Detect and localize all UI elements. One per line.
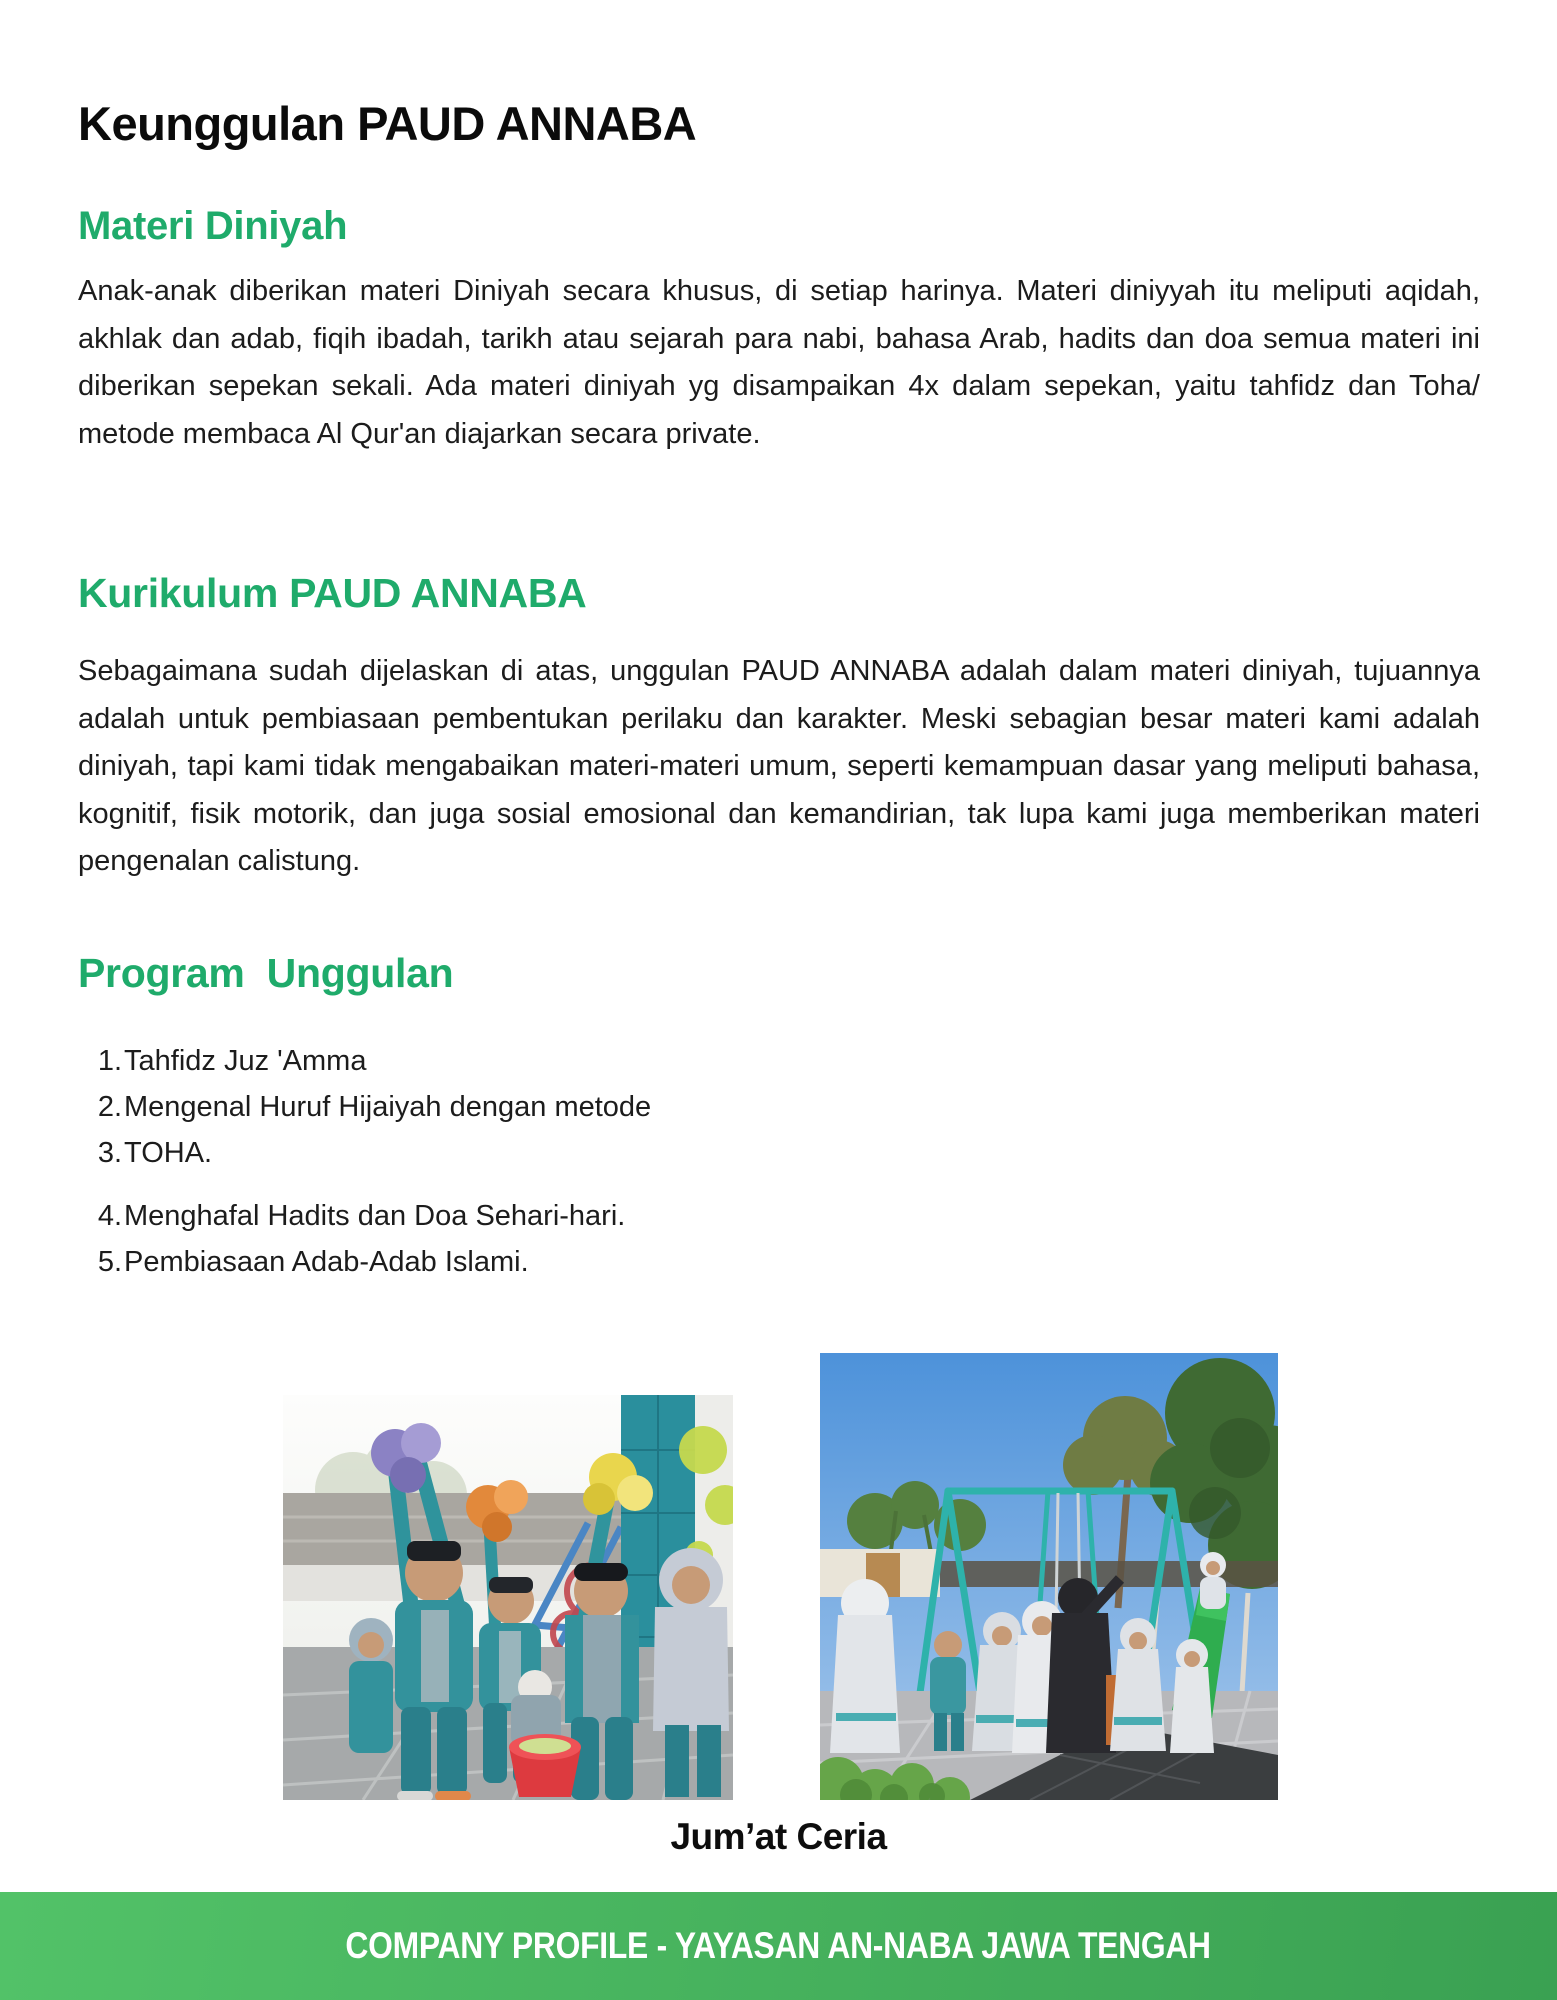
photo-caption: Jum’at Ceria (670, 1816, 887, 1857)
list-item-4 (84, 1193, 1384, 1239)
list-item-5 (84, 1239, 1384, 1285)
list-number: 5. (97, 1246, 122, 1278)
list-label: TOHA. (124, 1137, 213, 1169)
page-title: Keunggulan PAUD ANNABA (78, 97, 697, 150)
list-label: Mengenal Huruf Hijaiyah dengan metode (124, 1091, 652, 1123)
footer-bar (0, 1892, 1557, 2000)
list-label: Menghafal Hadits dan Doa Sehari-hari. (124, 1200, 626, 1232)
list-number: 2. (97, 1091, 122, 1123)
kurikulum-paragraph: Sebagaimana sudah dijelaskan di atas, unggulan PAUD ANNABA adalah dalam materi diniyah, tujuannya adalah untuk pembiasaan pembentukan perilaku dan karakter. Meski sebagian besar materi kami adalah diniyah, tapi kami tidak mengabaikan materi-materi umum, seperti kemampuan dasar yang meliputi bahasa, kognitif, fisik motorik, dan juga sosial emosional dan kemandirian, tak lupa kami juga memberikan materi pengenalan calistung. (78, 655, 1480, 877)
program-list (84, 1038, 1384, 1285)
section-heading-materi-diniyah: Materi Diniyah (78, 204, 348, 248)
list-item-1 (84, 1038, 1384, 1084)
photo-playground-swings (820, 1353, 1278, 1800)
materi-paragraph: Anak-anak diberikan materi Diniyah secara khusus, di setiap harinya. Materi diniyyah itu meliputi aqidah, akhlak dan adab, fiqih ibadah, tarikh atau sejarah para nabi, bahasa Arab, hadits dan doa semua materi ini diberikan sepekan sekali. Ada materi diniyah yg disampaikan 4x dalam sepekan, yaitu tahfidz dan Toha/ metode membaca Al Qur'an diajarkan secara private. (78, 275, 1480, 450)
section-heading-program-unggulan: Program Unggulan (78, 950, 454, 996)
list-number: 1. (97, 1045, 122, 1077)
list-number: 4. (97, 1200, 122, 1232)
footer-text: COMPANY PROFILE - YAYASAN AN-NABA JAWA TENGAH (345, 1925, 1212, 1966)
list-label: Pembiasaan Adab-Adab Islami. (124, 1246, 529, 1278)
list-item-3 (84, 1130, 1384, 1176)
list-item-2 (84, 1084, 1384, 1130)
section-heading-kurikulum: Kurikulum PAUD ANNABA (78, 570, 587, 616)
photo-children-pompoms (283, 1395, 733, 1800)
list-label: Tahfidz Juz 'Amma (124, 1045, 367, 1077)
list-number: 3. (97, 1137, 122, 1169)
